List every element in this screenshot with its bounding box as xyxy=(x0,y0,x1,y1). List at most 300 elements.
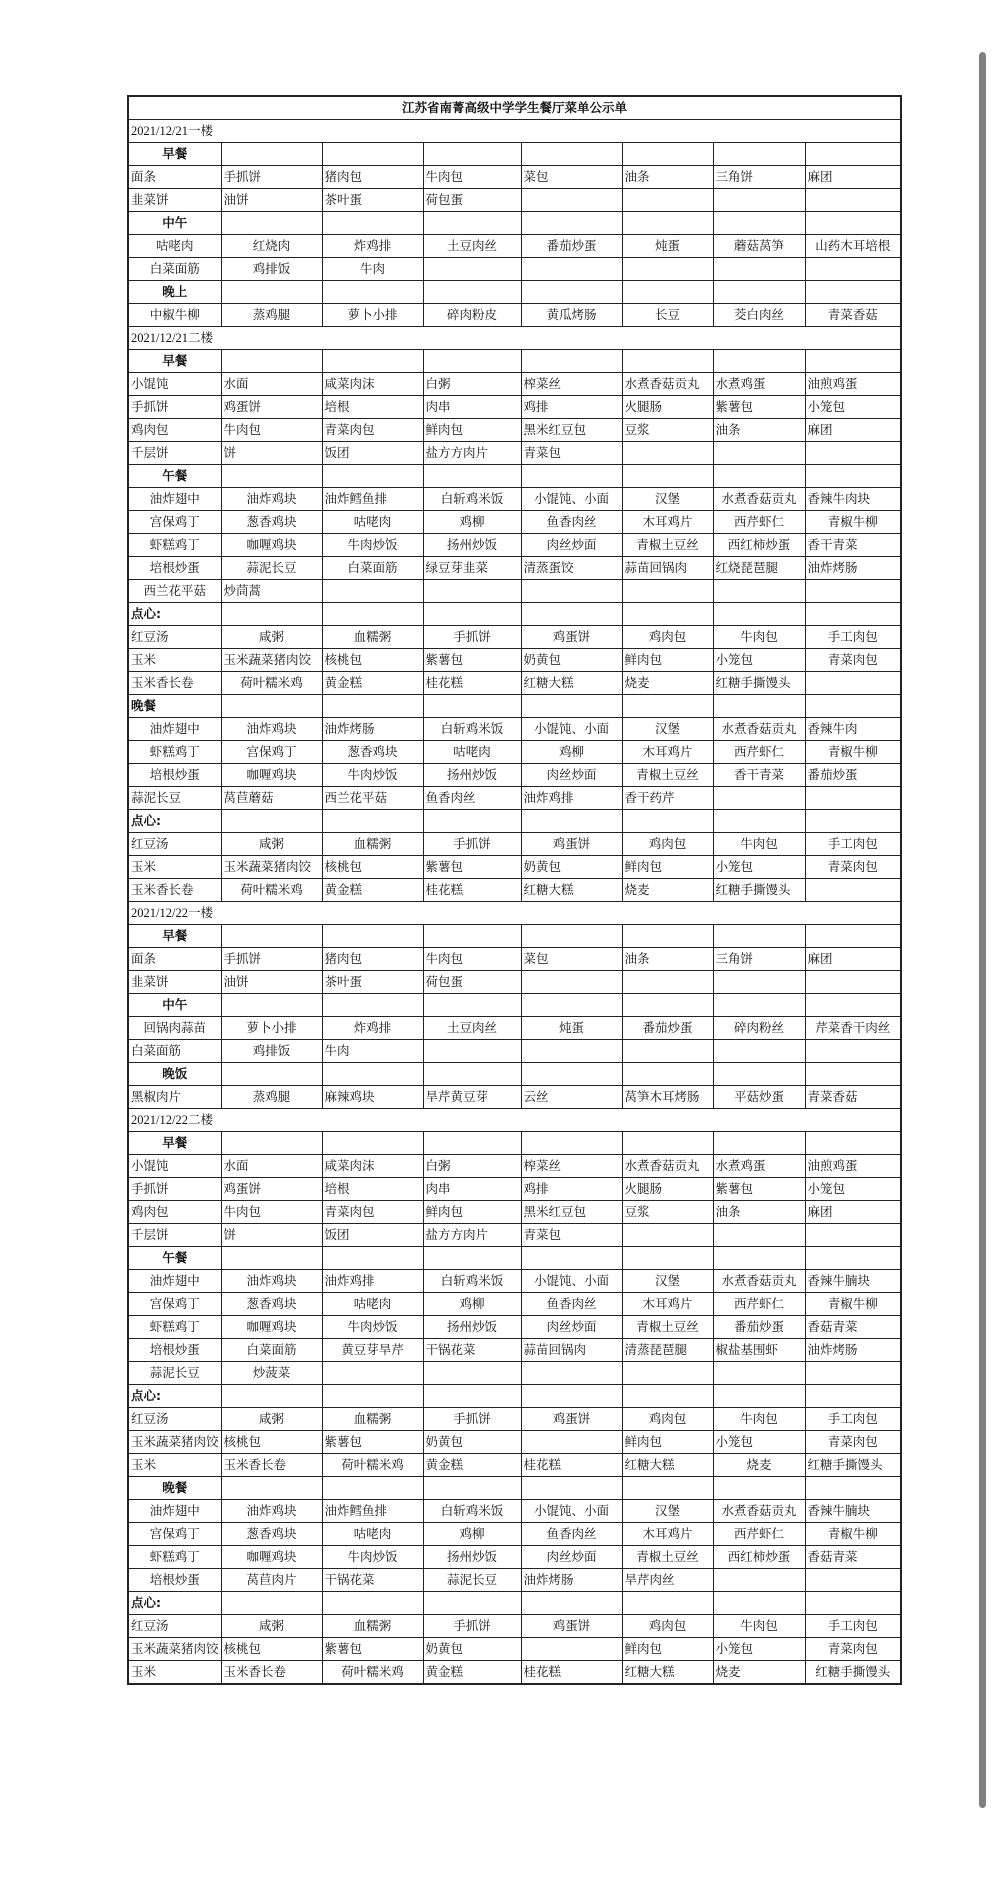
menu-item-cell: 油炸烤肠 xyxy=(322,718,423,741)
menu-item-cell: 血糯粥 xyxy=(322,626,423,649)
menu-item-cell: 牛肉炒饭 xyxy=(322,1546,423,1569)
meal-label: 晚饭 xyxy=(128,1063,221,1086)
menu-item-cell: 盐方方肉片 xyxy=(423,1224,521,1247)
menu-item-row xyxy=(128,1431,901,1454)
empty-cell xyxy=(322,1247,423,1270)
page-title: 江苏省南菁高级中学学生餐厅菜单公示单 xyxy=(128,96,901,120)
menu-item-cell: 麻辣鸡块 xyxy=(322,1086,423,1109)
menu-item-row xyxy=(128,534,901,557)
menu-item-cell: 蒜泥长豆 xyxy=(128,1362,221,1385)
menu-item-cell: 葱香鸡块 xyxy=(322,741,423,764)
empty-cell xyxy=(423,143,521,166)
menu-item-cell: 牛肉包 xyxy=(423,166,521,189)
empty-cell xyxy=(521,695,622,718)
menu-item-row xyxy=(128,1040,901,1063)
menu-item-cell: 桂花糕 xyxy=(423,672,521,695)
empty-cell xyxy=(713,281,805,304)
menu-item-cell: 水面 xyxy=(221,373,322,396)
menu-item-cell: 三角饼 xyxy=(713,948,805,971)
menu-item-cell: 咖喱鸡块 xyxy=(221,764,322,787)
menu-item-cell xyxy=(322,1362,423,1385)
empty-cell xyxy=(322,1132,423,1155)
menu-item-row xyxy=(128,649,901,672)
menu-item-cell xyxy=(521,580,622,603)
menu-item-cell: 黑椒肉片 xyxy=(128,1086,221,1109)
empty-cell xyxy=(521,143,622,166)
menu-item-cell: 手抓饼 xyxy=(423,1615,521,1638)
empty-cell xyxy=(221,810,322,833)
menu-item-cell: 红烧肉 xyxy=(221,235,322,258)
empty-cell xyxy=(221,994,322,1017)
menu-item-cell xyxy=(805,258,901,281)
menu-item-cell: 云丝 xyxy=(521,1086,622,1109)
section-date-label: 2021/12/22一楼 xyxy=(128,902,901,925)
menu-item-cell: 培根炒蛋 xyxy=(128,1339,221,1362)
empty-cell xyxy=(713,810,805,833)
menu-item-cell: 白粥 xyxy=(423,1155,521,1178)
meal-header-row xyxy=(128,1132,901,1155)
menu-item-cell xyxy=(713,971,805,994)
menu-item-row xyxy=(128,1086,901,1109)
empty-cell xyxy=(622,350,713,373)
menu-item-cell: 小笼包 xyxy=(805,1178,901,1201)
empty-cell xyxy=(322,281,423,304)
menu-item-cell: 黑米红豆包 xyxy=(521,1201,622,1224)
menu-item-cell: 荷包蛋 xyxy=(423,971,521,994)
menu-item-cell: 炸鸡排 xyxy=(322,1017,423,1040)
empty-cell xyxy=(221,1063,322,1086)
menu-item-cell: 炸鸡排 xyxy=(322,235,423,258)
menu-item-cell: 奶黄包 xyxy=(423,1638,521,1661)
empty-cell xyxy=(221,281,322,304)
empty-cell xyxy=(322,810,423,833)
menu-item-cell: 烧麦 xyxy=(713,1454,805,1477)
empty-cell xyxy=(521,212,622,235)
menu-item-cell: 油炸翅中 xyxy=(128,718,221,741)
meal-header-row xyxy=(128,350,901,373)
menu-item-cell: 香菇青菜 xyxy=(805,1546,901,1569)
empty-cell xyxy=(622,1385,713,1408)
menu-item-row xyxy=(128,1201,901,1224)
menu-item-cell: 油炸烤肠 xyxy=(805,1339,901,1362)
meal-header-row xyxy=(128,143,901,166)
menu-item-cell: 香菇青菜 xyxy=(805,1316,901,1339)
menu-item-cell: 青椒牛柳 xyxy=(805,511,901,534)
menu-item-cell: 红豆汤 xyxy=(128,833,221,856)
menu-item-row xyxy=(128,1500,901,1523)
empty-cell xyxy=(622,1063,713,1086)
menu-item-cell: 青椒牛柳 xyxy=(805,1293,901,1316)
menu-item-cell: 咕咾肉 xyxy=(322,1293,423,1316)
menu-item-cell: 荷叶糯米鸡 xyxy=(221,879,322,902)
menu-item-cell: 榨菜丝 xyxy=(521,373,622,396)
menu-item-cell: 土豆肉丝 xyxy=(423,1017,521,1040)
meal-header-row xyxy=(128,994,901,1017)
menu-item-cell: 血糯粥 xyxy=(322,833,423,856)
menu-item-row xyxy=(128,672,901,695)
menu-item-cell: 蒜苗回锅肉 xyxy=(622,557,713,580)
empty-cell xyxy=(713,925,805,948)
menu-item-cell: 牛肉包 xyxy=(713,626,805,649)
menu-item-cell xyxy=(713,189,805,212)
menu-item-row xyxy=(128,833,901,856)
menu-item-cell xyxy=(521,1431,622,1454)
menu-item-cell: 培根炒蛋 xyxy=(128,764,221,787)
empty-cell xyxy=(221,695,322,718)
menu-item-cell: 鱼香肉丝 xyxy=(423,787,521,810)
menu-item-cell: 汉堡 xyxy=(622,718,713,741)
menu-item-cell: 青菜肉包 xyxy=(805,1638,901,1661)
menu-item-cell: 番茄炒蛋 xyxy=(521,235,622,258)
menu-item-cell: 油炸鸡块 xyxy=(221,718,322,741)
empty-cell xyxy=(805,143,901,166)
menu-item-cell: 白菜面筋 xyxy=(322,557,423,580)
menu-item-cell: 莴苣肉片 xyxy=(221,1569,322,1592)
menu-item-cell: 鱼香肉丝 xyxy=(521,1293,622,1316)
menu-item-cell: 香干青菜 xyxy=(805,534,901,557)
meal-label: 早餐 xyxy=(128,143,221,166)
menu-item-cell: 汉堡 xyxy=(622,1270,713,1293)
menu-item-row xyxy=(128,419,901,442)
meal-label: 中午 xyxy=(128,212,221,235)
menu-item-row xyxy=(128,189,901,212)
empty-cell xyxy=(713,695,805,718)
empty-cell xyxy=(221,1247,322,1270)
menu-item-cell: 油炸鳕鱼排 xyxy=(322,488,423,511)
menu-item-cell: 鲜肉包 xyxy=(423,1201,521,1224)
menu-item-cell: 核桃包 xyxy=(221,1431,322,1454)
empty-cell xyxy=(622,143,713,166)
empty-cell xyxy=(423,603,521,626)
empty-cell xyxy=(221,1385,322,1408)
empty-cell xyxy=(622,925,713,948)
menu-item-cell xyxy=(622,442,713,465)
menu-item-cell xyxy=(622,580,713,603)
menu-item-row xyxy=(128,442,901,465)
menu-item-cell: 培根 xyxy=(322,396,423,419)
menu-item-cell: 白粥 xyxy=(423,373,521,396)
menu-item-cell: 黄金糕 xyxy=(423,1661,521,1685)
menu-item-cell: 香干青菜 xyxy=(713,764,805,787)
empty-cell xyxy=(521,1063,622,1086)
empty-cell xyxy=(521,603,622,626)
menu-item-cell: 香辣牛腩块 xyxy=(805,1500,901,1523)
empty-cell xyxy=(622,281,713,304)
menu-item-cell: 白斩鸡米饭 xyxy=(423,488,521,511)
menu-item-cell: 牛肉包 xyxy=(221,419,322,442)
menu-item-cell: 鸡排 xyxy=(521,396,622,419)
menu-item-cell: 葱香鸡块 xyxy=(221,1523,322,1546)
menu-item-cell xyxy=(713,1224,805,1247)
menu-item-cell xyxy=(423,258,521,281)
menu-item-cell xyxy=(521,1040,622,1063)
menu-item-cell: 肉串 xyxy=(423,1178,521,1201)
meal-label: 早餐 xyxy=(128,925,221,948)
menu-item-cell: 奶黄包 xyxy=(521,649,622,672)
empty-cell xyxy=(423,925,521,948)
menu-item-cell: 玉米 xyxy=(128,649,221,672)
menu-item-cell xyxy=(805,442,901,465)
menu-item-cell: 牛肉炒饭 xyxy=(322,764,423,787)
empty-cell xyxy=(521,1132,622,1155)
meal-label: 早餐 xyxy=(128,1132,221,1155)
menu-item-cell: 咸粥 xyxy=(221,1408,322,1431)
empty-cell xyxy=(622,1592,713,1615)
menu-item-cell: 韭菜饼 xyxy=(128,971,221,994)
menu-item-row xyxy=(128,580,901,603)
menu-item-cell: 青菜香菇 xyxy=(805,1086,901,1109)
menu-item-cell: 鸡蛋饼 xyxy=(521,833,622,856)
menu-item-cell: 青菜肉包 xyxy=(322,1201,423,1224)
menu-item-cell: 鸡蛋饼 xyxy=(521,1408,622,1431)
menu-item-cell: 手工肉包 xyxy=(805,833,901,856)
menu-item-cell: 红豆汤 xyxy=(128,1408,221,1431)
menu-item-row xyxy=(128,1638,901,1661)
menu-item-cell: 西芹虾仁 xyxy=(713,511,805,534)
menu-item-cell: 白菜面筋 xyxy=(128,1040,221,1063)
menu-item-cell: 荷叶糯米鸡 xyxy=(221,672,322,695)
menu-item-cell: 鲜肉包 xyxy=(622,1638,713,1661)
menu-item-cell xyxy=(423,1040,521,1063)
menu-item-cell: 青菜包 xyxy=(521,442,622,465)
menu-item-cell: 咕咾肉 xyxy=(322,511,423,534)
menu-item-cell: 小馄饨、小面 xyxy=(521,1500,622,1523)
menu-item-cell: 鸡排饭 xyxy=(221,258,322,281)
menu-item-row xyxy=(128,166,901,189)
menu-item-cell: 芹菜香干肉丝 xyxy=(805,1017,901,1040)
section-date-row xyxy=(128,327,901,350)
menu-item-cell: 玉米香长卷 xyxy=(128,672,221,695)
empty-cell xyxy=(622,1132,713,1155)
menu-item-cell: 宫保鸡丁 xyxy=(128,1523,221,1546)
empty-cell xyxy=(521,925,622,948)
meal-label: 中午 xyxy=(128,994,221,1017)
menu-item-cell: 蒜泥长豆 xyxy=(128,787,221,810)
menu-item-cell: 宫保鸡丁 xyxy=(128,1293,221,1316)
empty-cell xyxy=(322,695,423,718)
menu-item-cell: 木耳鸡片 xyxy=(622,1523,713,1546)
menu-item-cell: 猪肉包 xyxy=(322,948,423,971)
menu-item-cell: 鸡肉包 xyxy=(622,1615,713,1638)
menu-item-cell: 鸡肉包 xyxy=(622,626,713,649)
menu-item-row xyxy=(128,373,901,396)
menu-item-cell xyxy=(713,1362,805,1385)
menu-item-cell: 水煮香菇贡丸 xyxy=(622,373,713,396)
menu-item-cell: 玉米蔬菜猪肉饺 xyxy=(128,1638,221,1661)
menu-item-row xyxy=(128,1454,901,1477)
menu-item-cell: 番茄炒蛋 xyxy=(713,1316,805,1339)
empty-cell xyxy=(713,1592,805,1615)
empty-cell xyxy=(322,1385,423,1408)
menu-item-cell: 鱼香肉丝 xyxy=(521,511,622,534)
menu-item-cell: 西芹虾仁 xyxy=(713,1523,805,1546)
menu-item-cell: 西兰花平菇 xyxy=(322,787,423,810)
empty-cell xyxy=(805,1592,901,1615)
menu-item-cell: 玉米蔬菜猪肉饺 xyxy=(128,1431,221,1454)
menu-item-cell: 豆浆 xyxy=(622,419,713,442)
empty-cell xyxy=(322,1477,423,1500)
menu-item-cell: 牛肉包 xyxy=(713,833,805,856)
menu-item-cell: 西红柿炒蛋 xyxy=(713,534,805,557)
empty-cell xyxy=(423,810,521,833)
empty-cell xyxy=(322,1063,423,1086)
meal-header-row xyxy=(128,925,901,948)
empty-cell xyxy=(521,994,622,1017)
menu-item-cell: 紫薯包 xyxy=(713,1178,805,1201)
menu-item-cell: 黄金糕 xyxy=(322,879,423,902)
menu-item-cell: 玉米 xyxy=(128,856,221,879)
menu-item-cell: 鸡柳 xyxy=(423,1293,521,1316)
menu-item-cell: 菜包 xyxy=(521,166,622,189)
meal-label: 早餐 xyxy=(128,350,221,373)
menu-item-cell: 咸粥 xyxy=(221,1615,322,1638)
menu-item-cell xyxy=(805,1362,901,1385)
menu-item-cell: 牛肉炒饭 xyxy=(322,1316,423,1339)
menu-item-cell: 黄金糕 xyxy=(423,1454,521,1477)
empty-cell xyxy=(805,1385,901,1408)
meal-header-row xyxy=(128,695,901,718)
empty-cell xyxy=(521,810,622,833)
menu-item-row xyxy=(128,396,901,419)
empty-cell xyxy=(521,1477,622,1500)
empty-cell xyxy=(423,1132,521,1155)
menu-item-cell xyxy=(805,580,901,603)
empty-cell xyxy=(805,212,901,235)
menu-item-cell xyxy=(713,580,805,603)
menu-item-cell: 西芹虾仁 xyxy=(713,1293,805,1316)
menu-item-cell: 咸菜肉沫 xyxy=(322,1155,423,1178)
menu-item-cell: 肉丝炒面 xyxy=(521,534,622,557)
menu-item-cell: 青菜肉包 xyxy=(805,856,901,879)
menu-item-cell: 木耳鸡片 xyxy=(622,1293,713,1316)
meal-label: 晚上 xyxy=(128,281,221,304)
menu-item-cell: 青菜肉包 xyxy=(805,649,901,672)
menu-item-cell: 手抓饼 xyxy=(128,1178,221,1201)
menu-item-cell: 水煮香菇贡丸 xyxy=(622,1155,713,1178)
menu-item-cell: 水煮鸡蛋 xyxy=(713,373,805,396)
menu-item-cell: 培根炒蛋 xyxy=(128,1569,221,1592)
menu-item-cell: 咕咾肉 xyxy=(322,1523,423,1546)
meal-label: 点心: xyxy=(128,810,221,833)
menu-item-row xyxy=(128,1523,901,1546)
empty-cell xyxy=(322,925,423,948)
menu-item-cell: 汉堡 xyxy=(622,1500,713,1523)
meal-header-row xyxy=(128,1247,901,1270)
meal-label: 晚餐 xyxy=(128,695,221,718)
menu-item-cell: 油条 xyxy=(713,419,805,442)
menu-item-cell: 红豆汤 xyxy=(128,1615,221,1638)
empty-cell xyxy=(221,143,322,166)
menu-item-cell: 茭白肉丝 xyxy=(713,304,805,327)
menu-item-cell: 红糖大糕 xyxy=(622,1661,713,1685)
vertical-scrollbar[interactable] xyxy=(979,52,986,1808)
menu-item-cell: 手抓饼 xyxy=(128,396,221,419)
menu-item-cell: 西芹虾仁 xyxy=(713,741,805,764)
menu-item-cell: 三角饼 xyxy=(713,166,805,189)
menu-item-cell: 椒盐基围虾 xyxy=(713,1339,805,1362)
menu-item-cell xyxy=(805,971,901,994)
menu-item-cell: 青椒土豆丝 xyxy=(622,764,713,787)
menu-item-cell xyxy=(622,1362,713,1385)
menu-item-cell: 油炸鸡块 xyxy=(221,1270,322,1293)
menu-item-cell: 血糯粥 xyxy=(322,1615,423,1638)
empty-cell xyxy=(221,1592,322,1615)
menu-item-row xyxy=(128,764,901,787)
empty-cell xyxy=(423,350,521,373)
menu-item-cell: 西红柿炒蛋 xyxy=(713,1546,805,1569)
meal-header-row xyxy=(128,281,901,304)
menu-item-cell xyxy=(622,258,713,281)
menu-item-cell: 面条 xyxy=(128,166,221,189)
meal-header-row xyxy=(128,1063,901,1086)
empty-cell xyxy=(521,1385,622,1408)
menu-item-cell: 红糖大糕 xyxy=(521,672,622,695)
menu-item-cell: 香辣牛肉 xyxy=(805,718,901,741)
empty-cell xyxy=(322,1592,423,1615)
menu-item-cell: 汉堡 xyxy=(622,488,713,511)
menu-item-cell: 油条 xyxy=(713,1201,805,1224)
menu-item-cell: 手抓饼 xyxy=(423,626,521,649)
menu-item-cell: 玉米 xyxy=(128,1661,221,1685)
menu-item-cell: 牛肉 xyxy=(322,258,423,281)
menu-item-cell: 千层饼 xyxy=(128,442,221,465)
empty-cell xyxy=(622,1247,713,1270)
menu-item-cell: 咕咾肉 xyxy=(128,235,221,258)
menu-item-cell: 莴笋木耳烤肠 xyxy=(622,1086,713,1109)
menu-item-cell: 麻团 xyxy=(805,948,901,971)
menu-item-cell: 青椒土豆丝 xyxy=(622,534,713,557)
menu-item-cell: 白菜面筋 xyxy=(128,258,221,281)
menu-item-cell xyxy=(322,580,423,603)
empty-cell xyxy=(805,281,901,304)
empty-cell xyxy=(423,1063,521,1086)
menu-item-cell: 手工肉包 xyxy=(805,1615,901,1638)
menu-item-cell: 荷包蛋 xyxy=(423,189,521,212)
menu-item-row xyxy=(128,557,901,580)
menu-item-row xyxy=(128,304,901,327)
menu-item-row xyxy=(128,718,901,741)
menu-item-cell: 平菇炒蛋 xyxy=(713,1086,805,1109)
menu-item-cell: 鸡肉包 xyxy=(128,1201,221,1224)
menu-item-cell: 扬州炒饭 xyxy=(423,764,521,787)
menu-item-row xyxy=(128,856,901,879)
section-date-row xyxy=(128,120,901,143)
empty-cell xyxy=(221,925,322,948)
menu-item-cell: 烧麦 xyxy=(622,879,713,902)
menu-item-cell: 鸡排饭 xyxy=(221,1040,322,1063)
meal-label: 午餐 xyxy=(128,465,221,488)
menu-item-cell: 饼 xyxy=(221,442,322,465)
menu-item-row xyxy=(128,626,901,649)
empty-cell xyxy=(713,1477,805,1500)
menu-item-cell xyxy=(805,1224,901,1247)
menu-item-cell: 白菜面筋 xyxy=(221,1339,322,1362)
menu-item-cell: 水煮鸡蛋 xyxy=(713,1155,805,1178)
menu-item-row xyxy=(128,1293,901,1316)
menu-item-cell: 油炸翅中 xyxy=(128,1500,221,1523)
menu-item-cell xyxy=(805,189,901,212)
menu-item-cell: 虾糕鸡丁 xyxy=(128,741,221,764)
menu-item-cell: 紫薯包 xyxy=(322,1431,423,1454)
menu-item-cell: 碎肉粉丝 xyxy=(713,1017,805,1040)
empty-cell xyxy=(521,281,622,304)
menu-item-cell: 水煮香菇贡丸 xyxy=(713,718,805,741)
menu-item-cell: 西兰花平菇 xyxy=(128,580,221,603)
menu-item-cell: 红糖大糕 xyxy=(622,1454,713,1477)
menu-item-row xyxy=(128,1270,901,1293)
menu-item-cell xyxy=(805,787,901,810)
menu-item-cell: 莴苣蘑菇 xyxy=(221,787,322,810)
